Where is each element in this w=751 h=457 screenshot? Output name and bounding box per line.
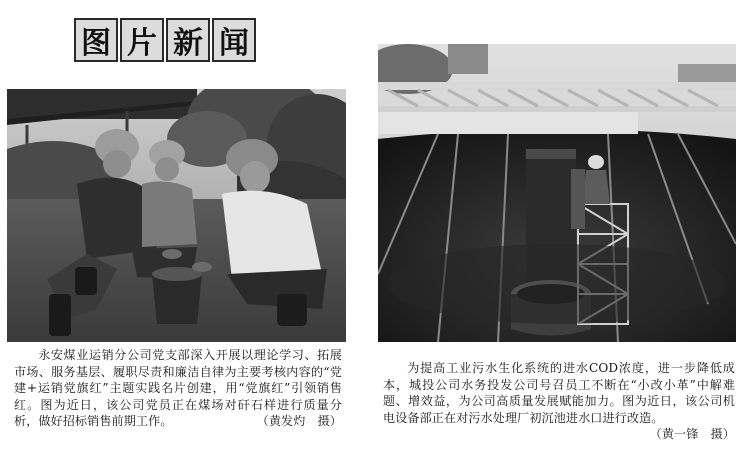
left-news-photo: [7, 89, 346, 342]
header-char-4: 闻: [212, 18, 256, 62]
right-caption-text: 为提高工业污水生化系统的进水COD浓度，进一步降低成本，城投公司水务投发公司号召员工不断在“小改小革”中解难题、增效益，为公司高质量发展赋能加力。图为近日，该公司机电设备部正在对污水处理厂初沉池进水口进行改造。: [383, 361, 735, 425]
header-char-3: 新: [166, 18, 210, 62]
left-caption-text: 永安煤业运销分公司党支部深入开展以理论学习、拓展市场、服务基层、履职尽责和廉洁自律为主要考核内容的“党建+运销党旗红”主题实践名片创建，用“党旗红”引领销售红。图为近日，该公司党员正在煤场对矸石样进行质量分析，做好招标销售前期工作。: [14, 348, 342, 428]
header-char-1: 图: [74, 18, 118, 62]
left-photo-caption: [14, 347, 342, 430]
left-photo-credit: （黄发灼 摄）: [256, 414, 342, 428]
section-header: [74, 18, 256, 62]
right-photo-credit: （黄一锋 摄）: [649, 427, 735, 441]
right-photo-caption: [383, 360, 735, 443]
right-news-photo: [378, 44, 736, 342]
header-char-2: 片: [120, 18, 164, 62]
